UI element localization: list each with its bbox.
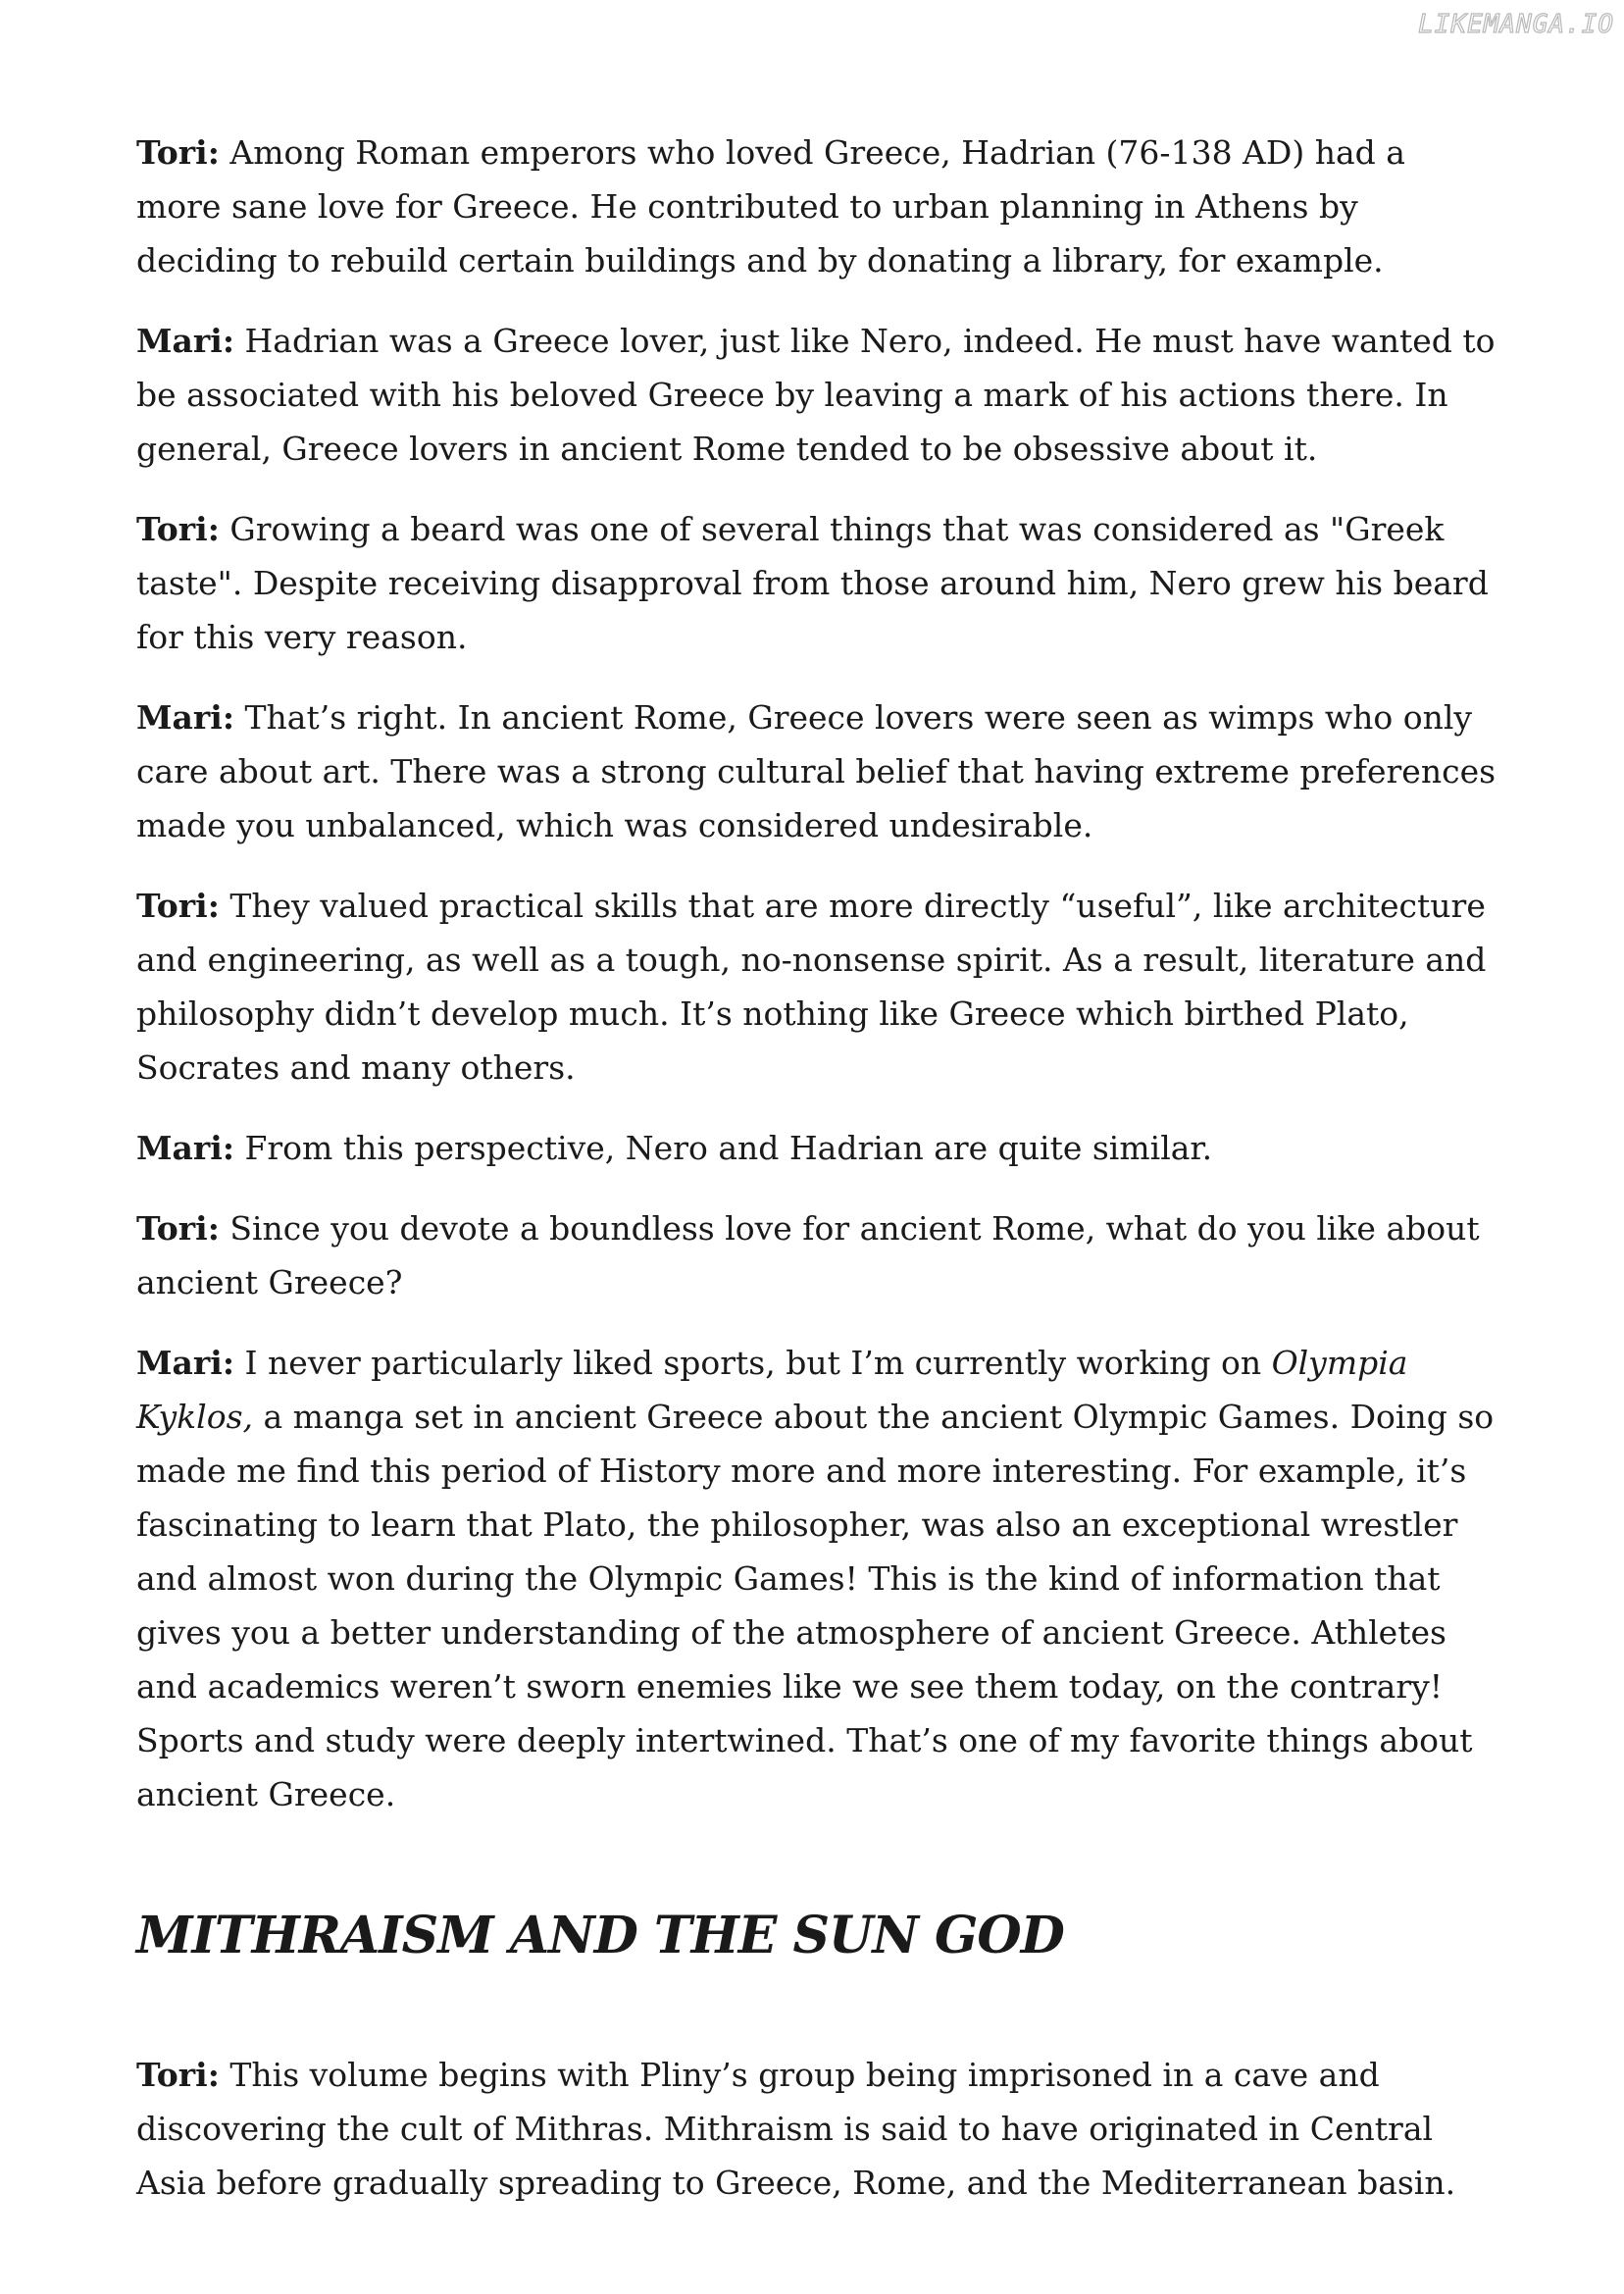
section-heading: MITHRAISM AND THE SUN GOD xyxy=(136,1906,1064,1965)
dialogue-paragraph xyxy=(136,126,1499,287)
speaker-label: Tori: xyxy=(136,510,220,548)
dialogue-text: Growing a beard was one of several things that was considered as "Greek taste". Despite receiving disapproval from those around him, Nero grew his beard for this very reason. xyxy=(136,510,1489,656)
speaker-label: Mari: xyxy=(136,322,235,360)
dialogue-paragraph xyxy=(136,1201,1499,1309)
dialogue-paragraph xyxy=(136,2048,1499,2210)
dialogue-text: Among Roman emperors who loved Greece, Hadrian (76-138 AD) had a more sane love for Greece. He contributed to urban planning in Athens by deciding to rebuild certain buildings and by donating a library, for example. xyxy=(136,133,1405,280)
dialogue-paragraph-olympia xyxy=(136,1336,1499,1821)
dialogue-text: They valued practical skills that are more directly “useful”, like architecture and engineering, as well as a tough, no-nonsense spirit. As a result, literature and philosophy didn’t develop much. It’s nothing like Greece which birthed Plato, Socrates and many others. xyxy=(136,887,1487,1087)
speaker-label: Tori: xyxy=(136,2056,220,2094)
dialogue-paragraph xyxy=(136,1121,1499,1175)
dialogue-paragraph xyxy=(136,879,1499,1095)
dialogue-text: a manga set in ancient Greece about the ancient Olympic Games. Doing so made me find this period of History more and more interesting. For example, it’s fascinating to learn that Plato, the philosopher, was also an exceptional wrestler and almost won during the Olympic Games! This is the kind of information that gives you a better understanding of the atmosphere of ancient Greece. Athletes and academics weren’t sworn enemies like we see them today, on the contrary! Sports and study were deeply intertwined. That’s one of my favorite things about ancient Greece. xyxy=(136,1398,1495,1813)
article-body xyxy=(136,126,1499,2236)
dialogue-text: I never particularly liked sports, but I’m currently working on xyxy=(234,1344,1272,1382)
dialogue-text: This volume begins with Pliny’s group being imprisoned in a cave and discovering the cult of Mithras. Mithraism is said to have originated in Central Asia before gradually spreading to Greece, Rome, and the Mediterranean basin. xyxy=(136,2056,1456,2202)
speaker-label: Tori: xyxy=(136,1209,220,1248)
speaker-label: Mari: xyxy=(136,1129,235,1167)
manga-title: Olympia Kyklos, xyxy=(136,1344,1408,1436)
dialogue-text: From this perspective, Nero and Hadrian are quite similar. xyxy=(234,1129,1213,1167)
speaker-label: Mari: xyxy=(136,1344,235,1382)
speaker-label: Tori: xyxy=(136,133,220,172)
dialogue-text: Hadrian was a Greece lover, just like Nero, indeed. He must have wanted to be associated with his beloved Greece by leaving a mark of his actions there. In general, Greece lovers in ancient Rome tended to be obsessive about it. xyxy=(136,322,1496,468)
dialogue-paragraph xyxy=(136,690,1499,852)
dialogue-text: That’s right. In ancient Rome, Greece lovers were seen as wimps who only care about art. There was a strong cultural belief that having extreme preferences made you unbalanced, which was considered undesirable. xyxy=(136,698,1497,844)
dialogue-paragraph xyxy=(136,314,1499,476)
dialogue-paragraph xyxy=(136,502,1499,664)
dialogue-text: Since you devote a boundless love for ancient Rome, what do you like about ancient Greece? xyxy=(136,1209,1480,1301)
site-watermark: LIKEMANGA.IO xyxy=(1418,10,1614,39)
speaker-label: Mari: xyxy=(136,698,235,737)
speaker-label: Tori: xyxy=(136,887,220,925)
